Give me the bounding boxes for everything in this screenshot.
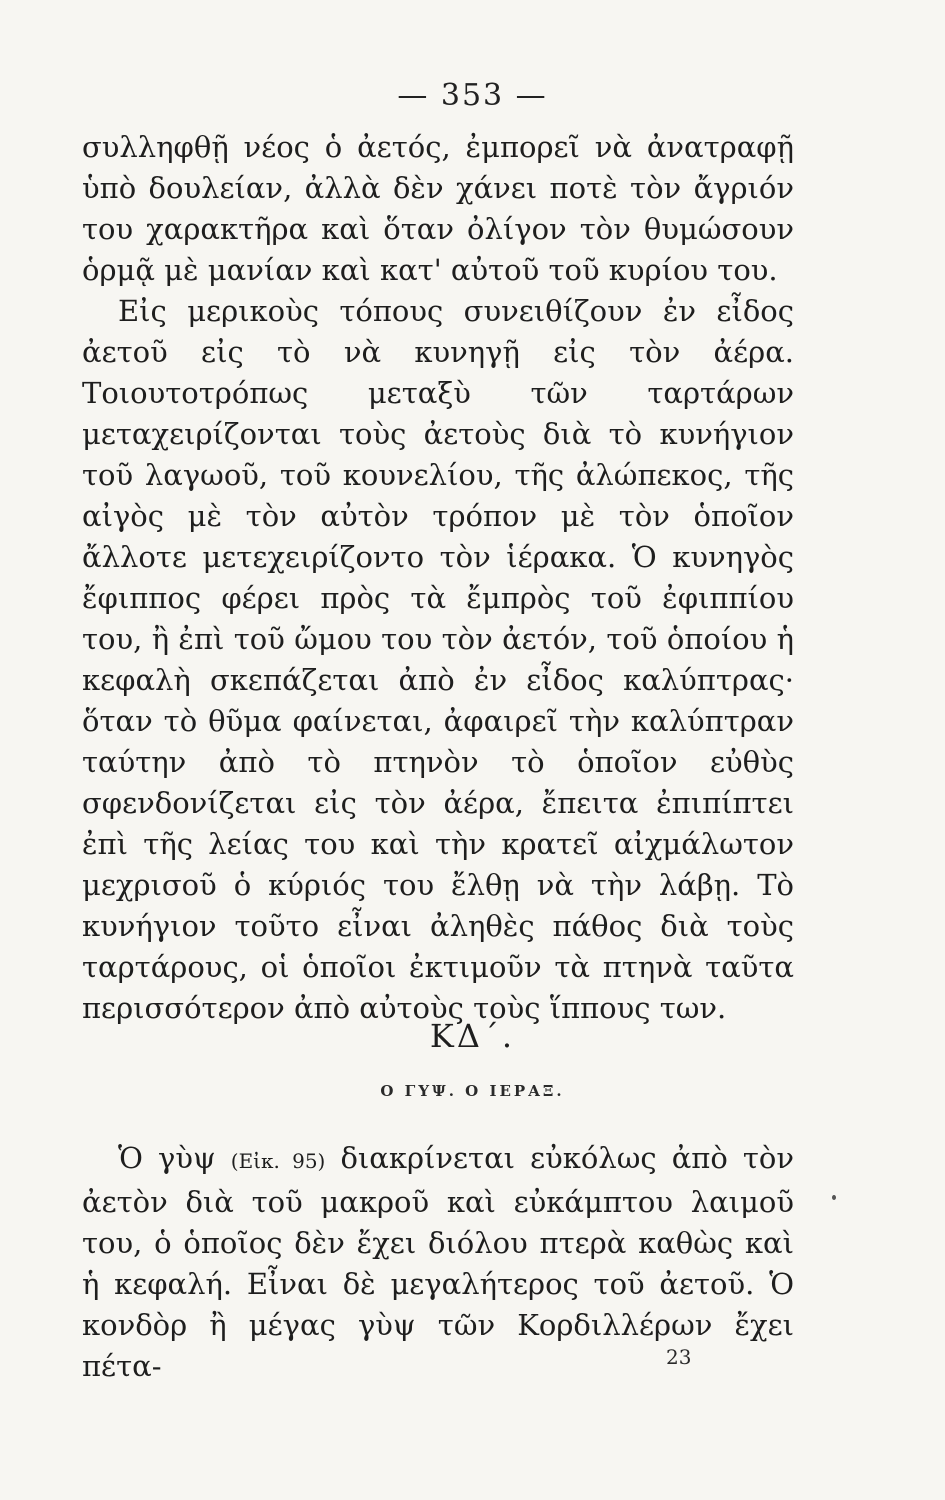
main-text-block (82, 127, 794, 1029)
ink-speck (832, 1195, 836, 1200)
paragraph-vulture-start: Ὁ γὺψ (118, 1141, 216, 1175)
paragraph-eagle-hunting: Εἰς μερικοὺς τόπους συνειθίζουν ἐν εἶδος ἀετοῦ εἰς τὸ νὰ κυνηγῇ εἰς τὸν ἀέρα. Τοιουτοτρόπως μεταξὺ τῶν ταρτάρων μεταχειρίζονται τοὺς ἀετοὺς διὰ τὸ κυνήγιον τοῦ λαγωοῦ, τοῦ κουνελίου, τῆς ἀλώπεκος, τῆς αἰγὸς μὲ τὸν αὐτὸν τρόπον μὲ τὸν ὁποῖον ἄλλοτε μετεχειρίζοντο τὸν ἱέρακα. Ὁ κυνηγὸς ἔφιππος φέρει πρὸς τὰ ἔμπρὸς τοῦ ἐφιππίου του, ἢ ἐπὶ τοῦ ὤμου του τὸν ἀετόν, τοῦ ὁποίου ἡ κεφαλὴ σκεπάζεται ἀπὸ ἐν εἶδος καλύπτρας· ὅταν τὸ θῦμα φαίνεται, ἀφαιρεῖ τὴν καλύπτραν ταύτην ἀπὸ τὸ πτηνὸν τὸ ὁποῖον εὐθὺς σφενδονίζεται εἰς τὸν ἀέρα, ἔπειτα ἐπιπίπτει ἐπὶ τῆς λείας του καὶ τὴν κρατεῖ αἰχμάλωτον μεχρισοῦ ὁ κύριός του ἔλθῃ νὰ τὴν λάβῃ. Τὸ κυνήγιον τοῦτο εἶναι ἀληθὲς πάθος διὰ τοὺς ταρτάρους, οἱ ὁποῖοι ἐκτιμοῦν τὰ πτηνὰ ταῦτα περισσότερον ἀπὸ αὐτοὺς τοὺς ἵππους των. (82, 294, 794, 1025)
paragraph-vulture-rest: διακρίνεται εὐκόλως ἀπὸ τὸν ἀετὸν διὰ τοῦ μακροῦ καὶ εὐκάμπτου λαιμοῦ του, ὁ ὁποῖος δὲν ἔχει διόλου πτερὰ καθὼς καὶ ἡ κεφαλή. Εἶναι δὲ μεγαλήτερος τοῦ ἀετοῦ. Ὁ κονδὸρ ἢ μέγας γὺψ τῶν Κορδιλλέρων ἔχει πέτα- (82, 1141, 795, 1383)
page-number-header: — 353 — (397, 78, 548, 113)
paragraph-continuation: συλληφθῇ νέος ὁ ἀετός, ἐμπορεῖ νὰ ἀνατραφῇ ὑπὸ δουλείαν, ἀλλὰ δὲν χάνει ποτὲ τὸν ἄγριόν του χαρακτῆρα καὶ ὅταν ὀλίγον τὸν θυμώσουν ὁρμᾷ μὲ μανίαν καὶ κατ' αὐτοῦ τοῦ κυρίου του. (82, 130, 794, 287)
figure-reference: (Εἰκ. 95) (230, 1149, 326, 1173)
section-title: Ο ΓΥΨ. Ο ΙΕΡΑΞ. (380, 1082, 565, 1100)
section-number: ΚΔ΄. (429, 1017, 516, 1055)
printer-signature-mark: 23 (666, 1345, 692, 1369)
